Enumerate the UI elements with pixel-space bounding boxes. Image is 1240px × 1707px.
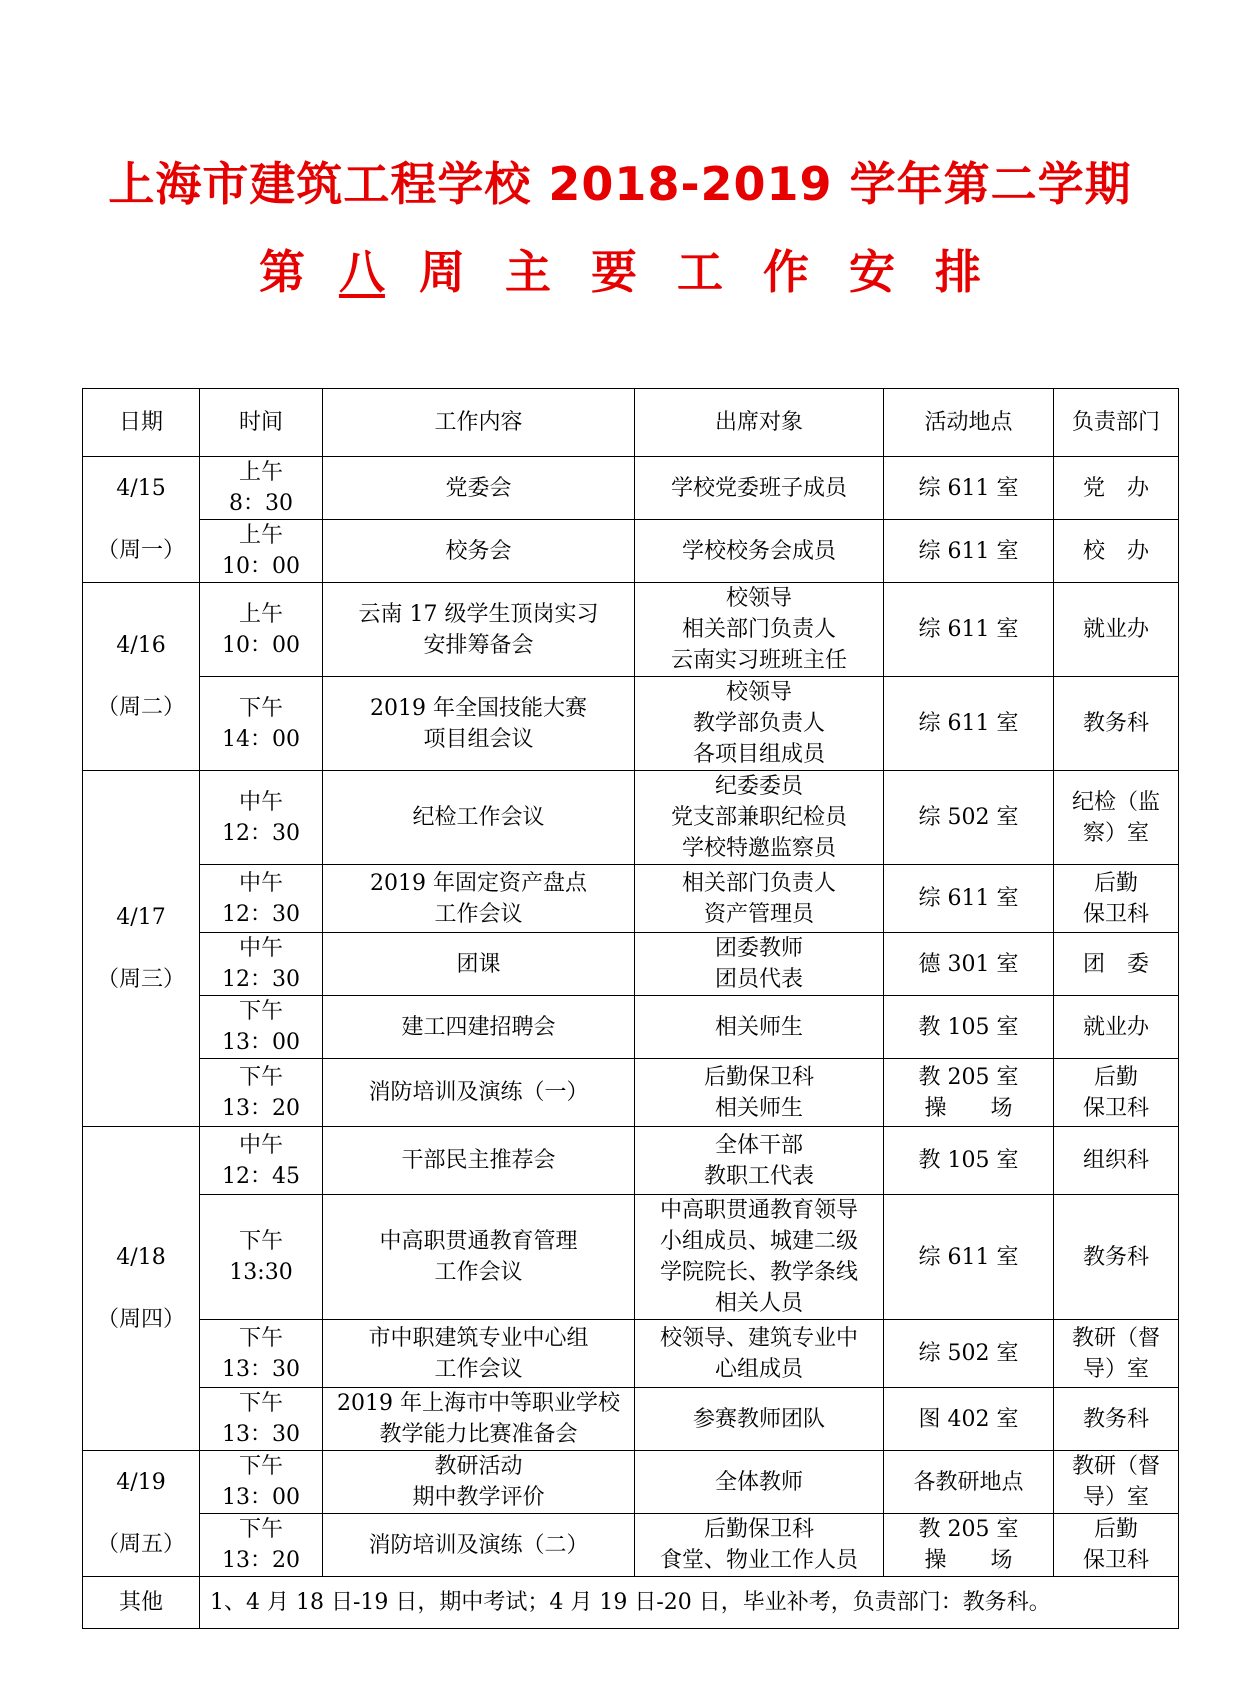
table-row	[83, 583, 1179, 677]
table-row	[83, 1127, 1179, 1195]
table-row	[83, 933, 1179, 996]
time-cell: 中午 12：45	[200, 1127, 323, 1195]
dept-cell: 纪检（监 察）室	[1054, 771, 1179, 865]
attendees-cell: 后勤保卫科 食堂、物业工作人员	[635, 1514, 884, 1577]
time-cell: 下午 13：30	[200, 1388, 323, 1451]
content-cell: 消防培训及演练（二）	[323, 1514, 635, 1577]
dept-cell: 教研（督 导）室	[1054, 1320, 1179, 1388]
subtitle-word: 要	[590, 245, 637, 299]
date-cell: 4/16 （周二）	[83, 583, 200, 771]
location-cell: 综 502 室	[884, 1320, 1054, 1388]
attendees-cell: 全体干部 教职工代表	[635, 1127, 884, 1195]
schedule-table	[82, 388, 1179, 1629]
other-label: 其他	[83, 1577, 200, 1629]
table-row	[83, 1514, 1179, 1577]
header-cell: 负责部门	[1054, 389, 1179, 457]
table-row	[83, 1195, 1179, 1320]
subtitle-word: 安	[849, 245, 896, 299]
table-row	[83, 996, 1179, 1059]
attendees-cell: 校领导 相关部门负责人 云南实习班班主任	[635, 583, 884, 677]
dept-cell: 教研（督 导）室	[1054, 1451, 1179, 1514]
table-row	[83, 677, 1179, 771]
time-cell: 下午 13：00	[200, 996, 323, 1059]
location-cell: 综 611 室	[884, 457, 1054, 520]
attendees-cell: 相关部门负责人 资产管理员	[635, 865, 884, 933]
location-cell: 教 205 室 操 场	[884, 1059, 1054, 1127]
content-cell: 2019 年全国技能大赛 项目组会议	[323, 677, 635, 771]
location-cell: 教 105 室	[884, 996, 1054, 1059]
subtitle-prefix: 第	[258, 245, 305, 299]
location-cell: 教 105 室	[884, 1127, 1054, 1195]
header-cell: 工作内容	[323, 389, 635, 457]
dept-cell: 教务科	[1054, 677, 1179, 771]
content-cell: 干部民主推荐会	[323, 1127, 635, 1195]
time-cell: 上午 10：00	[200, 583, 323, 677]
content-cell: 团课	[323, 933, 635, 996]
dept-cell: 就业办	[1054, 583, 1179, 677]
location-cell: 综 611 室	[884, 583, 1054, 677]
subtitle-week: 八	[338, 245, 385, 299]
subtitle-word: 排	[935, 245, 982, 299]
table-row	[83, 865, 1179, 933]
page-title: 上海市建筑工程学校 2018-2019 学年第二学期	[108, 157, 1132, 211]
date-cell: 4/17 （周三）	[83, 771, 200, 1127]
attendees-cell: 参赛教师团队	[635, 1388, 884, 1451]
time-cell: 上午 10：00	[200, 520, 323, 583]
subtitle-word: 工	[677, 245, 723, 299]
dept-cell: 组织科	[1054, 1127, 1179, 1195]
dept-cell: 团 委	[1054, 933, 1179, 996]
table-row	[83, 457, 1179, 520]
date-cell: 4/19 （周五）	[83, 1451, 200, 1577]
content-cell: 云南 17 级学生顶岗实习 安排筹备会	[323, 583, 635, 677]
time-cell: 中午 12：30	[200, 933, 323, 996]
content-cell: 建工四建招聘会	[323, 996, 635, 1059]
dept-cell: 教务科	[1054, 1388, 1179, 1451]
attendees-cell: 相关师生	[635, 996, 884, 1059]
attendees-cell: 全体教师	[635, 1451, 884, 1514]
location-cell: 综 502 室	[884, 771, 1054, 865]
attendees-cell: 后勤保卫科 相关师生	[635, 1059, 884, 1127]
dept-cell: 就业办	[1054, 996, 1179, 1059]
dept-cell: 后勤 保卫科	[1054, 1059, 1179, 1127]
attendees-cell: 中高职贯通教育领导 小组成员、城建二级 学院院长、教学条线 相关人员	[635, 1195, 884, 1320]
table-row	[83, 1451, 1179, 1514]
other-text: 1、4 月 18 日-19 日，期中考试；4 月 19 日-20 日，毕业补考，负责部门：教务科。	[200, 1577, 1179, 1629]
subtitle-word: 周	[418, 245, 465, 299]
subtitle-word: 作	[763, 245, 810, 299]
content-cell: 党委会	[323, 457, 635, 520]
content-cell: 2019 年固定资产盘点 工作会议	[323, 865, 635, 933]
time-cell: 下午 13：20	[200, 1514, 323, 1577]
header-cell: 出席对象	[635, 389, 884, 457]
dept-cell: 后勤 保卫科	[1054, 865, 1179, 933]
header-cell: 活动地点	[884, 389, 1054, 457]
dept-cell: 后勤 保卫科	[1054, 1514, 1179, 1577]
table-row	[83, 1388, 1179, 1451]
subtitle-word: 主	[504, 245, 551, 299]
location-cell: 图 402 室	[884, 1388, 1054, 1451]
content-cell: 2019 年上海市中等职业学校 教学能力比赛准备会	[323, 1388, 635, 1451]
location-cell: 综 611 室	[884, 865, 1054, 933]
time-cell: 下午 14：00	[200, 677, 323, 771]
time-cell: 上午 8：30	[200, 457, 323, 520]
content-cell: 教研活动 期中教学评价	[323, 1451, 635, 1514]
other-row	[83, 1577, 1179, 1629]
date-cell: 4/18 （周四）	[83, 1127, 200, 1451]
table-row	[83, 520, 1179, 583]
header-cell: 日期	[83, 389, 200, 457]
time-cell: 下午 13：00	[200, 1451, 323, 1514]
location-cell: 综 611 室	[884, 677, 1054, 771]
time-cell: 中午 12：30	[200, 771, 323, 865]
location-cell: 综 611 室	[884, 520, 1054, 583]
time-cell: 中午 12：30	[200, 865, 323, 933]
table-row	[83, 1320, 1179, 1388]
attendees-cell: 校领导 教学部负责人 各项目组成员	[635, 677, 884, 771]
page-subtitle	[0, 236, 1240, 302]
attendees-cell: 团委教师 团员代表	[635, 933, 884, 996]
location-cell: 各教研地点	[884, 1451, 1054, 1514]
location-cell: 德 301 室	[884, 933, 1054, 996]
content-cell: 纪检工作会议	[323, 771, 635, 865]
header-cell: 时间	[200, 389, 323, 457]
table-row	[83, 1059, 1179, 1127]
table-header-row	[83, 389, 1179, 457]
dept-cell: 教务科	[1054, 1195, 1179, 1320]
date-cell: 4/15 （周一）	[83, 457, 200, 583]
attendees-cell: 学校党委班子成员	[635, 457, 884, 520]
content-cell: 中高职贯通教育管理 工作会议	[323, 1195, 635, 1320]
content-cell: 消防培训及演练（一）	[323, 1059, 635, 1127]
table-row	[83, 771, 1179, 865]
attendees-cell: 纪委委员 党支部兼职纪检员 学校特邀监察员	[635, 771, 884, 865]
content-cell: 市中职建筑专业中心组 工作会议	[323, 1320, 635, 1388]
attendees-cell: 校领导、建筑专业中 心组成员	[635, 1320, 884, 1388]
location-cell: 综 611 室	[884, 1195, 1054, 1320]
content-cell: 校务会	[323, 520, 635, 583]
attendees-cell: 学校校务会成员	[635, 520, 884, 583]
location-cell: 教 205 室 操 场	[884, 1514, 1054, 1577]
dept-cell: 党 办	[1054, 457, 1179, 520]
dept-cell: 校 办	[1054, 520, 1179, 583]
time-cell: 下午 13:30	[200, 1195, 323, 1320]
time-cell: 下午 13：20	[200, 1059, 323, 1127]
time-cell: 下午 13：30	[200, 1320, 323, 1388]
